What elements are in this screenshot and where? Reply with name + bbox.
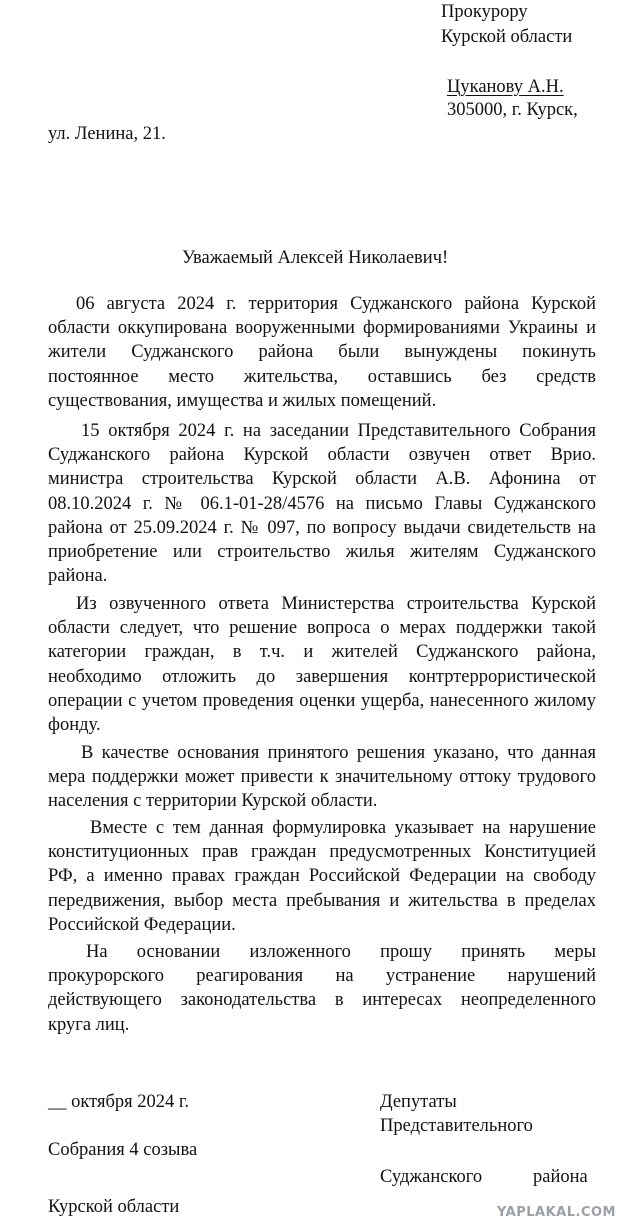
paragraph-2 [48,419,596,588]
text-line: На основании изложенного прошу принять меры [86,942,596,962]
addressee-line-1: Прокурору [441,2,528,22]
text-line: операции с учетом проведения оценки ущерба, нанесенного жилому [48,690,596,711]
text-line: 06 августа 2024 г. территория Суджанского района Курской [76,294,596,314]
signature-sudzha: Суджанского [380,1167,483,1187]
site-watermark: YAPLAKAL.COM [497,1205,616,1220]
text-line: Вместе с тем данная формулировка указывает на нарушение [90,818,596,838]
signature-assembly: Собрания 4 созыва [48,1140,198,1160]
text-line: приобретение или строительство жилья жителям Суджанского [48,542,596,563]
paragraph-4 [48,741,596,814]
paragraph-3 [48,592,596,737]
text-line: передвижения, выбор места пребывания и жительства в пределах [48,890,596,911]
salutation: Уважаемый Алексей Николаевич! [182,248,449,268]
text-line: необходимо отложить до завершения контртеррористической [48,666,596,687]
text-line: 08.10.2024 г. № 06.1-01-28/4576 на письмо Главы Суджанского [48,493,596,514]
text-line: министра строительства Курской области А.В. Афонина от [48,469,596,490]
signature-region: Курской области [48,1197,180,1217]
text-line: района от 25.09.2024 г. № 097, по вопросу выдачи свидетельств на [48,517,596,538]
text-line: существования, имущества и жилых помещений. [48,390,437,411]
text-line: 15 октября 2024 г. на заседании Представительного Собрания [81,421,596,441]
text-line: Российской Федерации. [48,914,236,935]
text-line: мера поддержки может привести к значительному оттоку трудового [48,767,596,788]
signature-deputies: Депутаты [380,1092,457,1112]
text-line: области оккупирована вооруженными формированиями Украины и [48,318,596,339]
signature-representative: Представительного [380,1116,533,1136]
text-line: населения с территории Курской области. [48,791,378,812]
paragraph-5 [48,816,596,937]
addressee-line-2: Курской области [441,27,573,47]
text-line: Из озвученного ответа Министерства строительства Курской [76,594,596,614]
text-line: действующего законодательства в интересах неопределенного [48,990,596,1011]
text-line: Суджанского района Курской области озвучен ответ Врио. [48,445,596,466]
addressee-street: ул. Ленина, 21. [48,124,166,144]
text-line: жители Суджанского района были вынуждены покинуть [48,342,596,363]
date-line: __ октября 2024 г. [48,1092,190,1112]
text-line: постоянное место жительства, оставшись без средств [48,366,596,387]
text-line: В качестве основания принятого решения указано, что данная [81,743,596,763]
addressee-address: 305000, г. Курск, [447,100,578,120]
text-line: прокурорского реагирования на устранение нарушений [48,966,596,987]
text-line: фонду. [48,715,101,736]
text-line: категории граждан, в т.ч. и жителей Суджанского района, [48,642,596,663]
text-line: района. [48,566,108,587]
text-line: конституционных прав граждан предусмотренных Конституцией [48,842,596,863]
paragraph-1 [48,292,596,413]
text-line: области следует, что решение вопроса о мерах поддержки такой [48,618,596,639]
addressee-name: Цуканову А.Н. [447,77,564,97]
text-line: круга лиц. [48,1014,130,1035]
signature-district: района [533,1167,588,1187]
paragraph-6 [48,940,596,1037]
text-line: РФ, а именно правах граждан Российской Федерации на свободу [48,866,596,887]
